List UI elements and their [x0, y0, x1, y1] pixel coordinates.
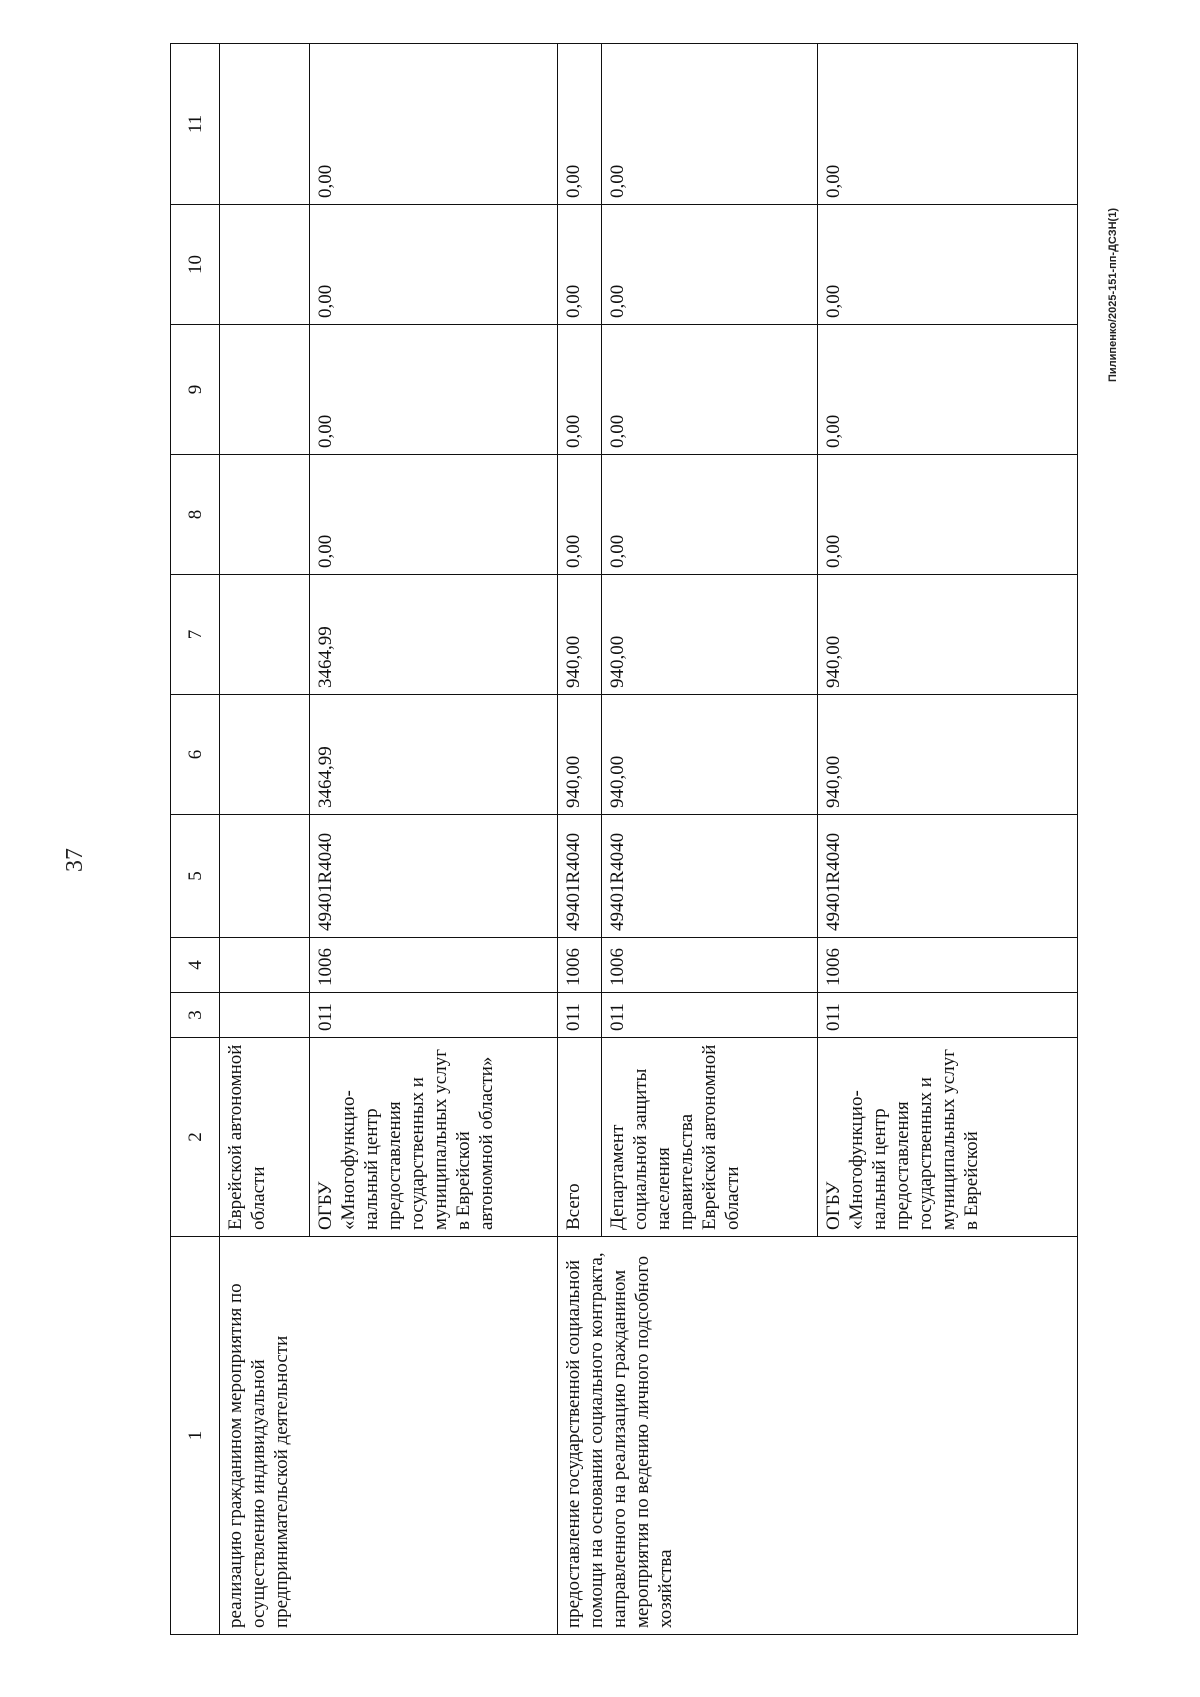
- page-number-text: 37: [61, 848, 88, 872]
- value-cell: 0,00: [558, 205, 602, 325]
- executor-cell: Департамент социальной защиты населения правительства Еврейской автономной области: [602, 1038, 818, 1237]
- value-cell: 940,00: [558, 695, 602, 815]
- empty-cell: [220, 44, 310, 205]
- value-cell: 0,00: [310, 325, 558, 455]
- document-reference-text: Пилипенко/2025-151-пп-ДСЗН(1): [1107, 208, 1120, 382]
- empty-cell: [220, 575, 310, 695]
- empty-cell: [220, 325, 310, 455]
- grbs-code-cell: 011: [310, 993, 558, 1038]
- empty-cell: [220, 993, 310, 1038]
- value-cell: 940,00: [818, 695, 1078, 815]
- executor-cell: Всего: [558, 1038, 602, 1237]
- header-cell: 6: [171, 695, 220, 815]
- section-code-cell: 1006: [818, 938, 1078, 993]
- value-cell: 0,00: [602, 455, 818, 575]
- header-cell: 7: [171, 575, 220, 695]
- target-code-cell: 49401R4040: [310, 815, 558, 938]
- grbs-code-cell: 011: [818, 993, 1078, 1038]
- target-code-cell: 49401R4040: [558, 815, 602, 938]
- value-cell: 0,00: [818, 44, 1078, 205]
- value-cell: 0,00: [818, 325, 1078, 455]
- value-cell: 0,00: [602, 205, 818, 325]
- table-canvas: [170, 44, 1078, 1635]
- value-cell: 940,00: [818, 575, 1078, 695]
- value-cell: 940,00: [602, 695, 818, 815]
- value-cell: 0,00: [310, 455, 558, 575]
- target-code-cell: 49401R4040: [602, 815, 818, 938]
- header-cell: 10: [171, 205, 220, 325]
- value-cell: 0,00: [558, 455, 602, 575]
- budget-table: [170, 43, 1078, 1635]
- value-cell: 0,00: [818, 455, 1078, 575]
- page-number: [55, 840, 95, 880]
- table-row: [220, 44, 310, 1635]
- empty-cell: [220, 938, 310, 993]
- value-cell: 0,00: [558, 325, 602, 455]
- executor-cell: ОГБУ «Многофункцио-нальный центр предоставления государственных и муниципальных услуг в Еврейской: [818, 1038, 1078, 1237]
- header-cell: 3: [171, 993, 220, 1038]
- header-cell: 2: [171, 1038, 220, 1237]
- empty-cell: [220, 455, 310, 575]
- header-cell: 11: [171, 44, 220, 205]
- executor-cell: ОГБУ «Многофункцио-нальный центр предоставления государственных и муниципальных услуг в Еврейской автономной области»: [310, 1038, 558, 1237]
- header-cell: 4: [171, 938, 220, 993]
- value-cell: 940,00: [602, 575, 818, 695]
- empty-cell: [220, 205, 310, 325]
- table-row: [558, 44, 602, 1635]
- executor-cell: Еврейской автономной области: [220, 1038, 310, 1237]
- measure-description: реализацию гражданином мероприятия по осуществлению индивидуальной предпринимательской деятельности: [220, 1237, 558, 1635]
- empty-cell: [220, 695, 310, 815]
- grbs-code-cell: 011: [558, 993, 602, 1038]
- section-code-cell: 1006: [558, 938, 602, 993]
- section-code-cell: 1006: [310, 938, 558, 993]
- value-cell: 0,00: [310, 205, 558, 325]
- value-cell: 0,00: [602, 44, 818, 205]
- header-row: [171, 44, 220, 1635]
- header-cell: 5: [171, 815, 220, 938]
- header-cell: 8: [171, 455, 220, 575]
- value-cell: 0,00: [310, 44, 558, 205]
- section-code-cell: 1006: [602, 938, 818, 993]
- empty-cell: [220, 815, 310, 938]
- value-cell: 0,00: [558, 44, 602, 205]
- measure-description: предоставление государственной социальной помощи на основании социального контракта, направленного на реализацию гражданином мероприятия по ведению личного подсобного хозяйства: [558, 1237, 1078, 1635]
- value-cell: 0,00: [602, 325, 818, 455]
- value-cell: 940,00: [558, 575, 602, 695]
- header-cell: 1: [171, 1237, 220, 1635]
- header-cell: 9: [171, 325, 220, 455]
- document-reference: [1104, 205, 1122, 385]
- grbs-code-cell: 011: [602, 993, 818, 1038]
- value-cell: 0,00: [818, 205, 1078, 325]
- rotated-table-container: [170, 44, 1078, 1635]
- target-code-cell: 49401R4040: [818, 815, 1078, 938]
- value-cell: 3464,99: [310, 575, 558, 695]
- value-cell: 3464,99: [310, 695, 558, 815]
